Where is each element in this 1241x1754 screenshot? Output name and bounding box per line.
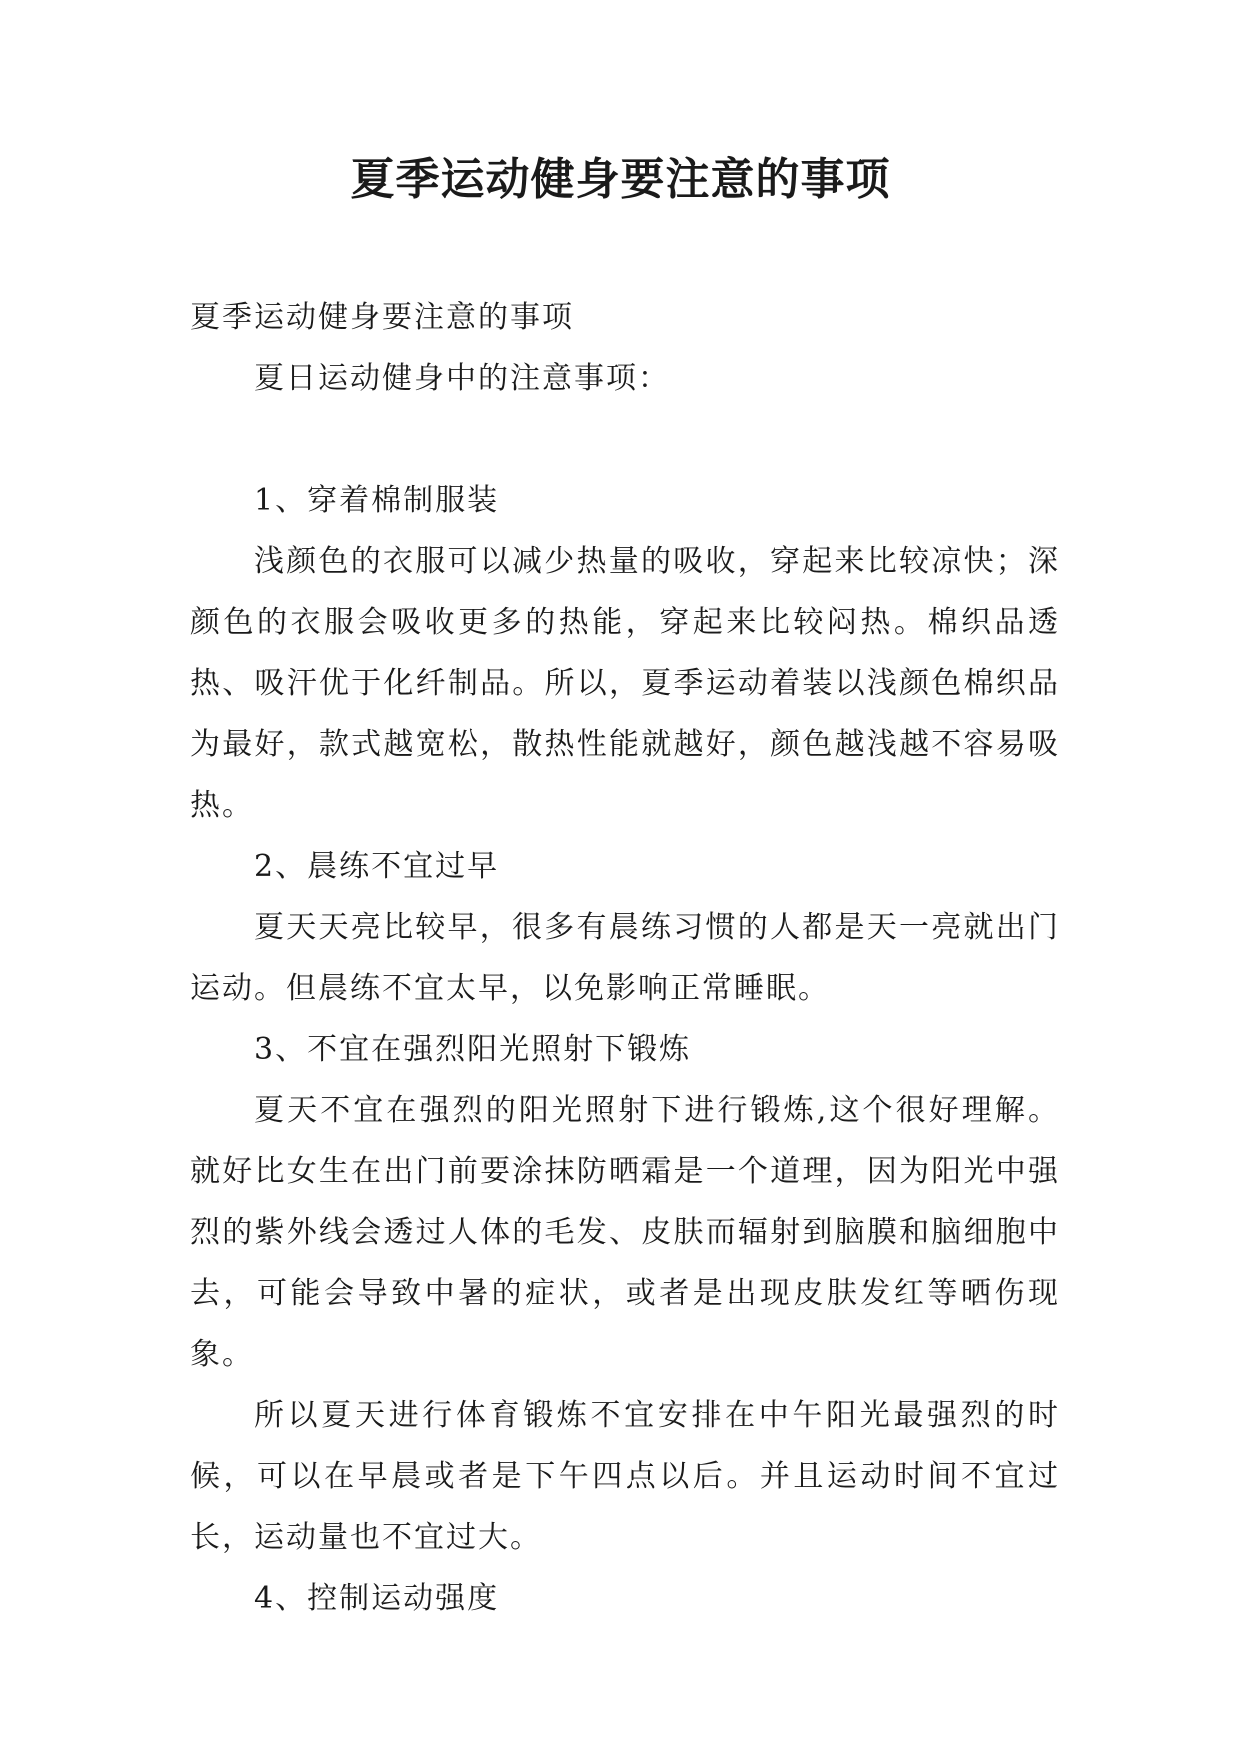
document-body — [190, 287, 1060, 1629]
subtitle-paragraph: 夏季运动健身要注意的事项 — [190, 300, 574, 335]
section-heading-1: 1、穿着棉制服装 — [254, 483, 500, 518]
intro-paragraph: 夏日运动健身中的注意事项： — [254, 361, 670, 396]
section-body-3-continued: 所以夏天进行体育锻炼不宜安排在中午阳光最强烈的时候，可以在早晨或者是下午四点以后。并且运动时间不宜过长，运动量也不宜过大。 — [190, 1398, 1060, 1555]
section-body-3: 夏天不宜在强烈的阳光照射下进行锻炼,这个很好理解。就好比女生在出门前要涂抹防晒霜是一个道理，因为阳光中强烈的紫外线会透过人体的毛发、皮肤而辐射到脑膜和脑细胞中去，可能会导致中暑的症状，或者是出现皮肤发红等晒伤现象。 — [190, 1093, 1060, 1372]
section-heading-4: 4、控制运动强度 — [254, 1581, 500, 1616]
section-heading-3: 3、不宜在强烈阳光照射下锻炼 — [254, 1032, 692, 1067]
section-body-2: 夏天天亮比较早，很多有晨练习惯的人都是天一亮就出门运动。但晨练不宜太早，以免影响正常睡眠。 — [190, 910, 1060, 1006]
document-title: 夏季运动健身要注意的事项 — [350, 154, 891, 205]
section-body-1: 浅颜色的衣服可以减少热量的吸收，穿起来比较凉快；深颜色的衣服会吸收更多的热能，穿起来比较闷热。棉织品透热、吸汗优于化纤制品。所以，夏季运动着装以浅颜色棉织品为最好，款式越宽松，散热性能就越好，颜色越浅越不容易吸热。 — [190, 544, 1060, 823]
paragraph-spacer — [190, 409, 1060, 470]
section-heading-2: 2、晨练不宜过早 — [254, 849, 500, 884]
